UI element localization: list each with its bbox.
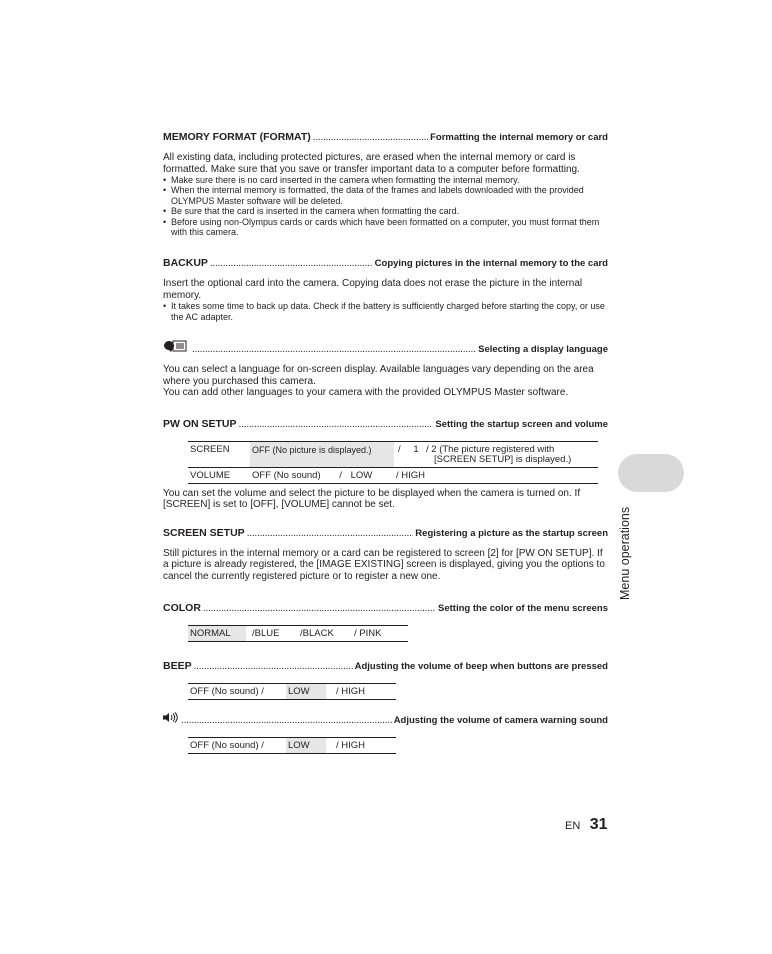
warning-option-off: OFF (No sound) / [188, 738, 286, 754]
screen-setup-title: SCREEN SETUP [163, 526, 245, 539]
page-footer [565, 816, 608, 834]
volume-option-low: LOW [350, 469, 373, 481]
memory-format-body: All existing data, including protected pictures, are erased when the internal memory or card is formatted. Make sure that you save or transfer important data to a computer before formatting. [163, 152, 580, 175]
memory-format-desc: Formatting the internal memory or card [430, 132, 608, 143]
screen-setup-heading [163, 527, 608, 540]
color-options-table [188, 625, 408, 642]
leader-dots [239, 418, 434, 431]
leader-dots [210, 257, 373, 270]
color-title: COLOR [163, 602, 201, 615]
beep-desc: Adjusting the volume of beep when buttons are pressed [354, 661, 608, 673]
leader-dots [247, 527, 414, 540]
warning-sound-heading [163, 712, 608, 727]
leader-dots [192, 343, 476, 356]
table-row [188, 684, 396, 700]
memory-format-title: MEMORY FORMAT (FORMAT) [163, 131, 311, 143]
color-option-blue: /BLUE [246, 626, 298, 642]
memory-format-heading [163, 131, 608, 144]
volume-off-text: OFF (No sound) [252, 469, 321, 481]
screen-option-2-line1: / 2 (The picture registered with [426, 443, 555, 455]
backup-desc: Copying pictures in the internal memory to the card [374, 258, 608, 270]
beep-title: BEEP [163, 660, 192, 673]
beep-options-table [188, 683, 396, 700]
volume-option-high: / HIGH [394, 467, 598, 483]
language-desc: Selecting a display language [478, 344, 608, 356]
table-row [188, 626, 408, 642]
leader-dots [181, 714, 392, 727]
language-heading [163, 340, 608, 356]
screen-setup-section [163, 527, 608, 583]
screen-option-off: OFF (No picture is displayed.) [250, 441, 394, 467]
volume-label: VOLUME [188, 467, 250, 483]
beep-option-low: LOW [286, 684, 326, 700]
pw-on-setup-desc: Setting the startup screen and volume [435, 418, 608, 430]
language-section [163, 340, 608, 399]
memory-format-notes [163, 175, 608, 237]
screen-label: SCREEN [188, 441, 250, 467]
color-heading [163, 602, 608, 615]
speaker-warning-icon [163, 712, 179, 723]
volume-option-off [250, 467, 394, 483]
table-row [188, 441, 598, 467]
screen-setup-body: Still pictures in the internal memory or a card can be registered to screen [2] for [PW ON SETUP]. If a picture is already registered, the [IMAGE EXISTING] screen is displayed, giving you the options to cancel the currently registered picture or to register a new one. [163, 547, 605, 582]
table-row [188, 738, 396, 754]
warning-sound-section [163, 712, 608, 754]
note-item: • When the internal memory is formatted, the data of the frames and labels downloaded with the provided OLYMPUS Master software will be deleted. [163, 185, 608, 206]
separator: / [394, 441, 408, 467]
side-section-label: Menu operations [618, 506, 632, 600]
color-section [163, 602, 608, 642]
color-option-black: /BLACK [298, 626, 352, 642]
note-item: • Make sure there is no card inserted in the camera when formatting the internal memory. [163, 175, 608, 185]
color-desc: Setting the color of the menu screens [438, 603, 608, 615]
beep-option-off: OFF (No sound) / [188, 684, 286, 700]
page-content [163, 131, 608, 754]
warning-sound-desc: Adjusting the volume of camera warning sound [393, 715, 608, 727]
color-option-normal: NORMAL [188, 626, 246, 642]
note-item: • It takes some time to back up data. Check if the battery is sufficiently charged before starting the copy, or use the AC adapter. [163, 301, 608, 322]
leader-dots [313, 131, 428, 144]
beep-section [163, 660, 608, 700]
leader-dots [194, 660, 353, 673]
pw-on-setup-section [163, 418, 608, 511]
memory-format-section [163, 131, 608, 237]
warning-option-high: / HIGH [326, 738, 396, 754]
note-item: • Before using non-Olympus cards or cards which have been formatted on a computer, you must format them with this camera. [163, 217, 608, 238]
language-body-2: You can add other languages to your camera with the provided OLYMPUS Master software. [163, 387, 569, 399]
pw-on-setup-table [188, 441, 598, 484]
table-row [188, 467, 598, 483]
backup-body: Insert the optional card into the camera. Copying data does not erase the picture in the internal memory. [163, 278, 583, 301]
warning-option-low: LOW [286, 738, 326, 754]
separator: / [339, 469, 342, 481]
language-code: EN [565, 820, 581, 832]
backup-notes [163, 301, 608, 322]
color-option-pink: / PINK [352, 626, 408, 642]
pw-on-setup-heading [163, 418, 608, 431]
warning-sound-options-table [188, 737, 396, 754]
screen-setup-desc: Registering a picture as the startup screen [415, 527, 608, 539]
section-tab-marker [618, 454, 684, 492]
screen-option-2-line2: [SCREEN SETUP] is displayed.) [434, 453, 572, 465]
note-item: • Be sure that the card is inserted in the camera when formatting the card. [163, 206, 608, 216]
backup-heading [163, 257, 608, 270]
backup-title: BACKUP [163, 257, 208, 270]
pw-on-setup-body: You can set the volume and select the picture to be displayed when the camera is turned on. If [SCREEN] is set to [OFF], [VOLUME] cannot be set. [163, 487, 581, 511]
beep-heading [163, 660, 608, 673]
backup-section [163, 257, 608, 322]
pw-on-setup-title: PW ON SETUP [163, 417, 237, 430]
beep-option-high: / HIGH [326, 684, 396, 700]
screen-option-1: 1 [408, 441, 424, 467]
screen-option-2 [424, 441, 598, 467]
page-number: 31 [589, 816, 608, 833]
language-body-1: You can select a language for on-screen display. Available languages vary depending on the area where you purchased this camera. [163, 364, 594, 387]
leader-dots [203, 602, 436, 615]
language-settings-icon [163, 340, 189, 352]
